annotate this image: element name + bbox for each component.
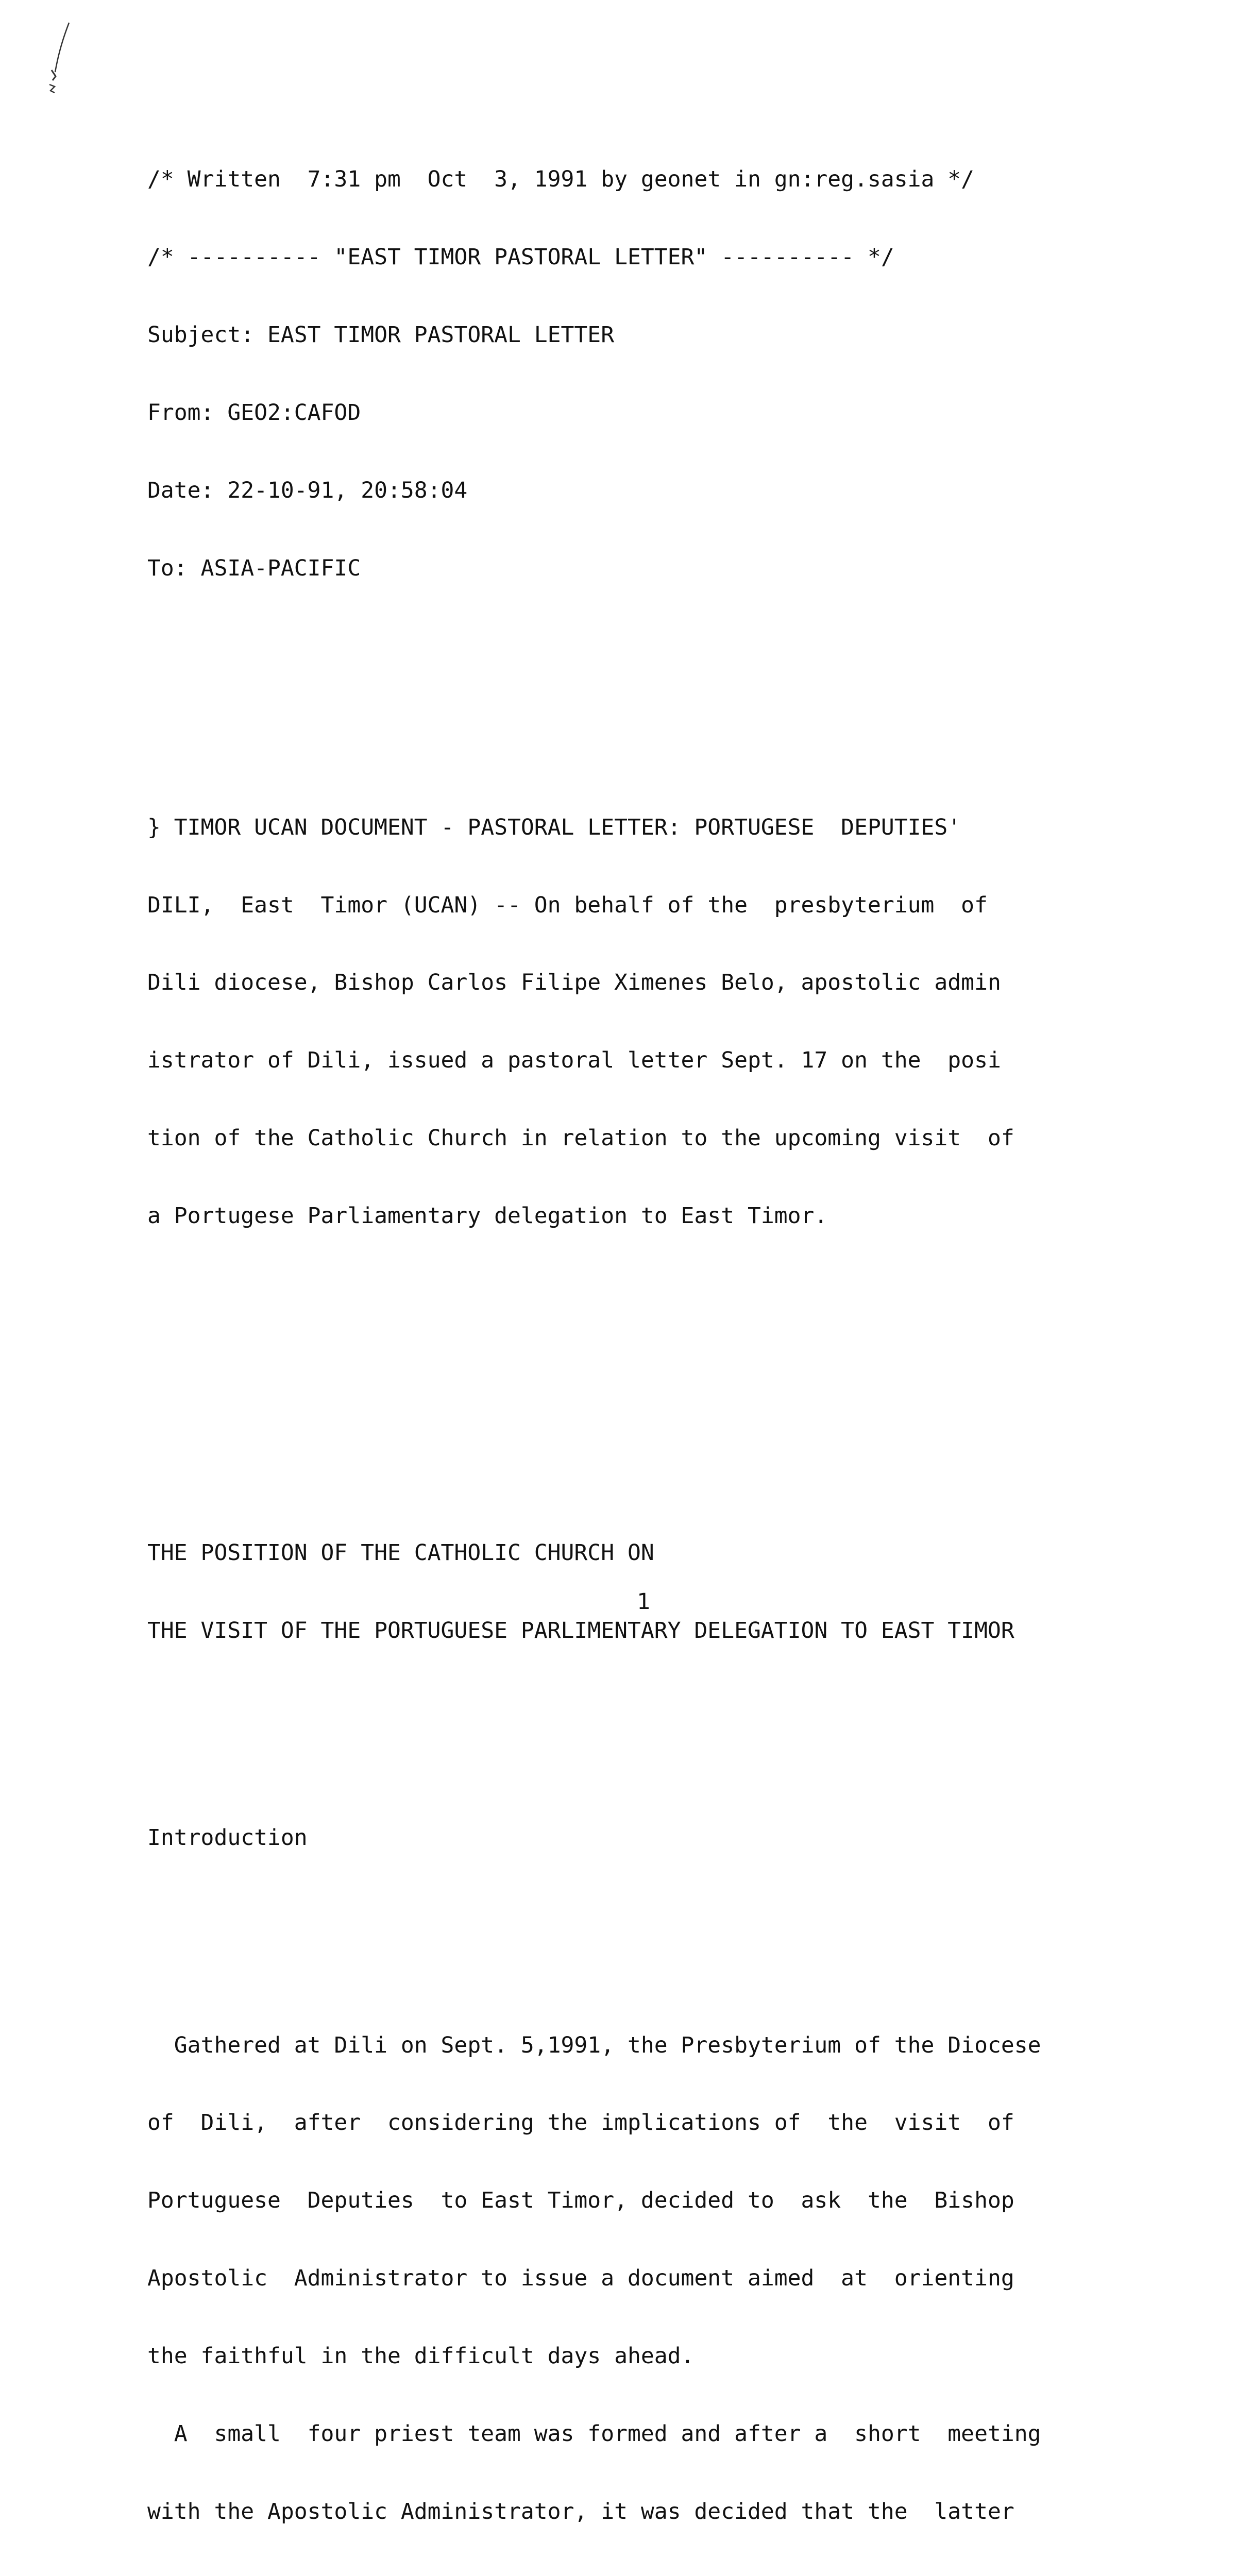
- message-header: [147, 115, 1229, 633]
- blank-line: [147, 1410, 1229, 1436]
- header-line: To: ASIA-PACIFIC: [147, 555, 361, 581]
- summary-line: istrator of Dili, issued a pastoral letter Sept. 17 on the posi: [147, 1047, 1001, 1074]
- text-line: Apostolic Administrator to issue a document aimed at orienting: [147, 2265, 1014, 2292]
- handwritten-margin-mark: [27, 21, 83, 103]
- text-line: A small four priest team was formed and after a short meeting: [147, 2421, 1041, 2447]
- header-line: /* ---------- "EAST TIMOR PASTORAL LETTER" ---------- */: [147, 244, 894, 270]
- header-line: Date: 22-10-91, 20:58:04: [147, 477, 468, 503]
- blank-line: [147, 685, 1229, 710]
- blank-line: [147, 1333, 1229, 1359]
- title-line: THE VISIT OF THE PORTUGUESE PARLIMENTARY DELEGATION TO EAST TIMOR: [147, 1617, 1014, 1643]
- text-line: of Dili, after considering the implications of the visit of: [147, 2110, 1014, 2136]
- news-summary: [147, 762, 1229, 1281]
- summary-line: Dili diocese, Bishop Carlos Filipe Ximenes Belo, apostolic admin: [147, 970, 1001, 996]
- document-body: [147, 63, 1229, 2576]
- summary-line: tion of the Catholic Church in relation to the upcoming visit of: [147, 1125, 1014, 1151]
- header-line: /* Written 7:31 pm Oct 3, 1991 by geonet in gn:reg.sasia */: [147, 166, 975, 193]
- summary-line: } TIMOR UCAN DOCUMENT - PASTORAL LETTER: PORTUGESE DEPUTIES': [147, 814, 961, 840]
- blank-line: [147, 1903, 1229, 1928]
- text-line: Portuguese Deputies to East Timor, decided to ask the Bishop: [147, 2188, 1014, 2214]
- header-line: Subject: EAST TIMOR PASTORAL LETTER: [147, 321, 615, 348]
- blank-line: [147, 1747, 1229, 1773]
- header-line: From: GEO2:CAFOD: [147, 399, 361, 426]
- summary-line: DILI, East Timor (UCAN) -- On behalf of the presbyterium of: [147, 892, 988, 918]
- text-line: the faithful in the difficult days ahead.: [147, 2343, 695, 2369]
- text-line: with the Apostolic Administrator, it was decided that the latter: [147, 2498, 1014, 2524]
- introduction-heading: Introduction: [147, 1825, 308, 1851]
- document-title: [147, 1488, 1229, 1695]
- title-line: THE POSITION OF THE CATHOLIC CHURCH ON: [147, 1539, 654, 1566]
- text-line: Gathered at Dili on Sept. 5,1991, the Presbyterium of the Diocese: [147, 2032, 1041, 2058]
- summary-line: a Portugese Parliamentary delegation to East Timor.: [147, 1203, 828, 1229]
- introduction-section: [147, 1980, 1229, 2576]
- page-number: 1: [637, 1589, 650, 1615]
